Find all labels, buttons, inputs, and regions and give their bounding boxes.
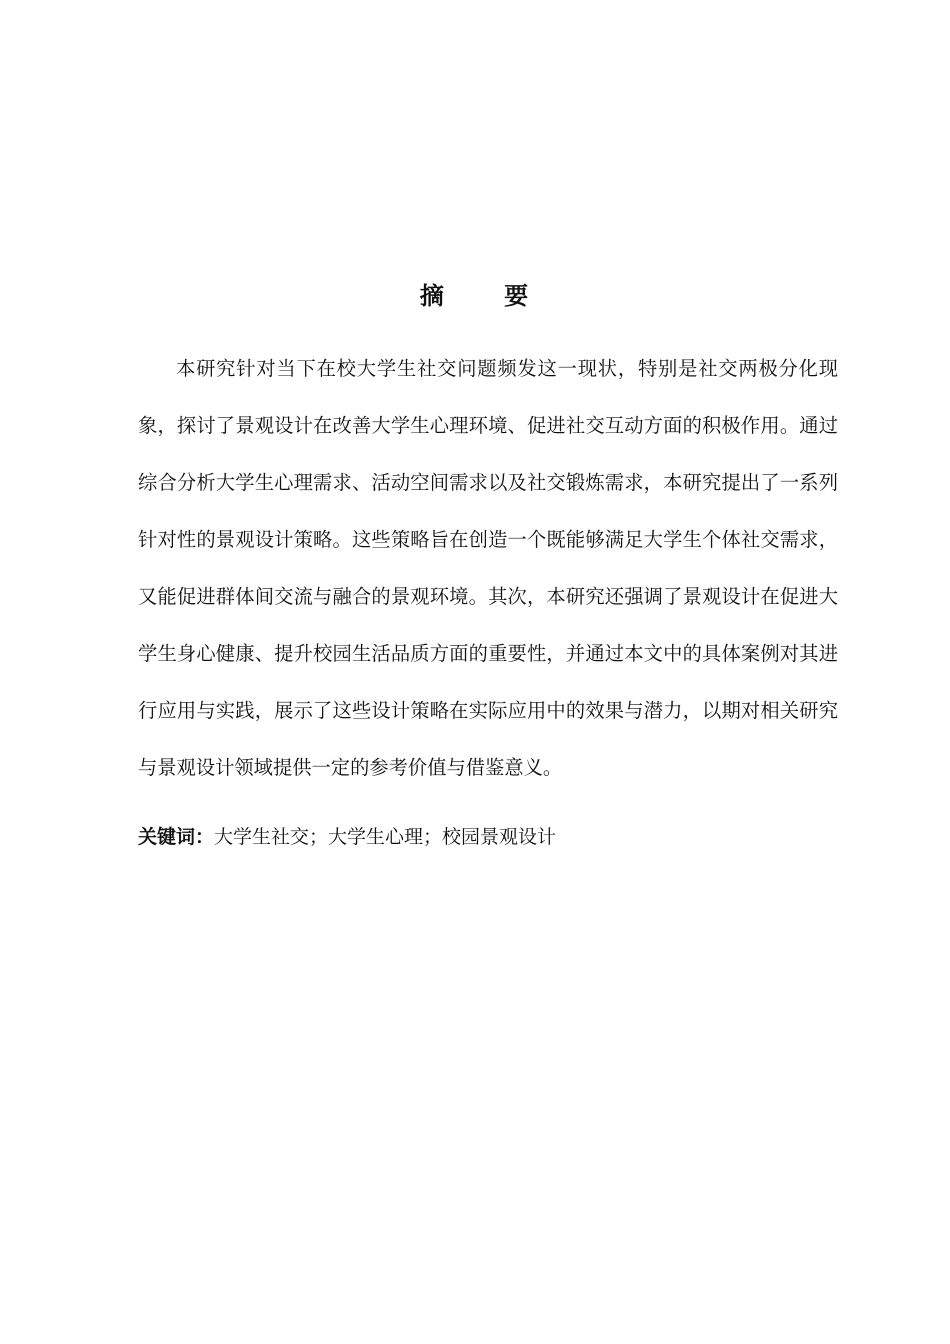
- abstract-body: 本研究针对当下在校大学生社交问题频发这一现状，特别是社交两极分化现象，探讨了景观设计在改善大学生心理环境、促进社交互动方面的积极作用。通过综合分析大学生心理需求、活动空间需求以及社交锻炼需求，本研究提出了一系列针对性的景观设计策略。这些策略旨在创造一个既能够满足大学生个体社交需求，又能促进群体间交流与融合的景观环境。其次，本研究还强调了景观设计在促进大学生身心健康、提升校园生活品质方面的重要性，并通过本文中的具体案例对其进行应用与实践，展示了这些设计策略在实际应用中的效果与潜力，以期对相关研究与景观设计领域提供一定的参考价值与借鉴意义。: [138, 357, 838, 779]
- keywords-line: [138, 822, 838, 852]
- abstract-title: 摘 要: [419, 282, 555, 310]
- keywords-value: 大学生社交；大学生心理；校园景观设计: [214, 826, 557, 848]
- keywords-label: 关键词：: [138, 826, 215, 848]
